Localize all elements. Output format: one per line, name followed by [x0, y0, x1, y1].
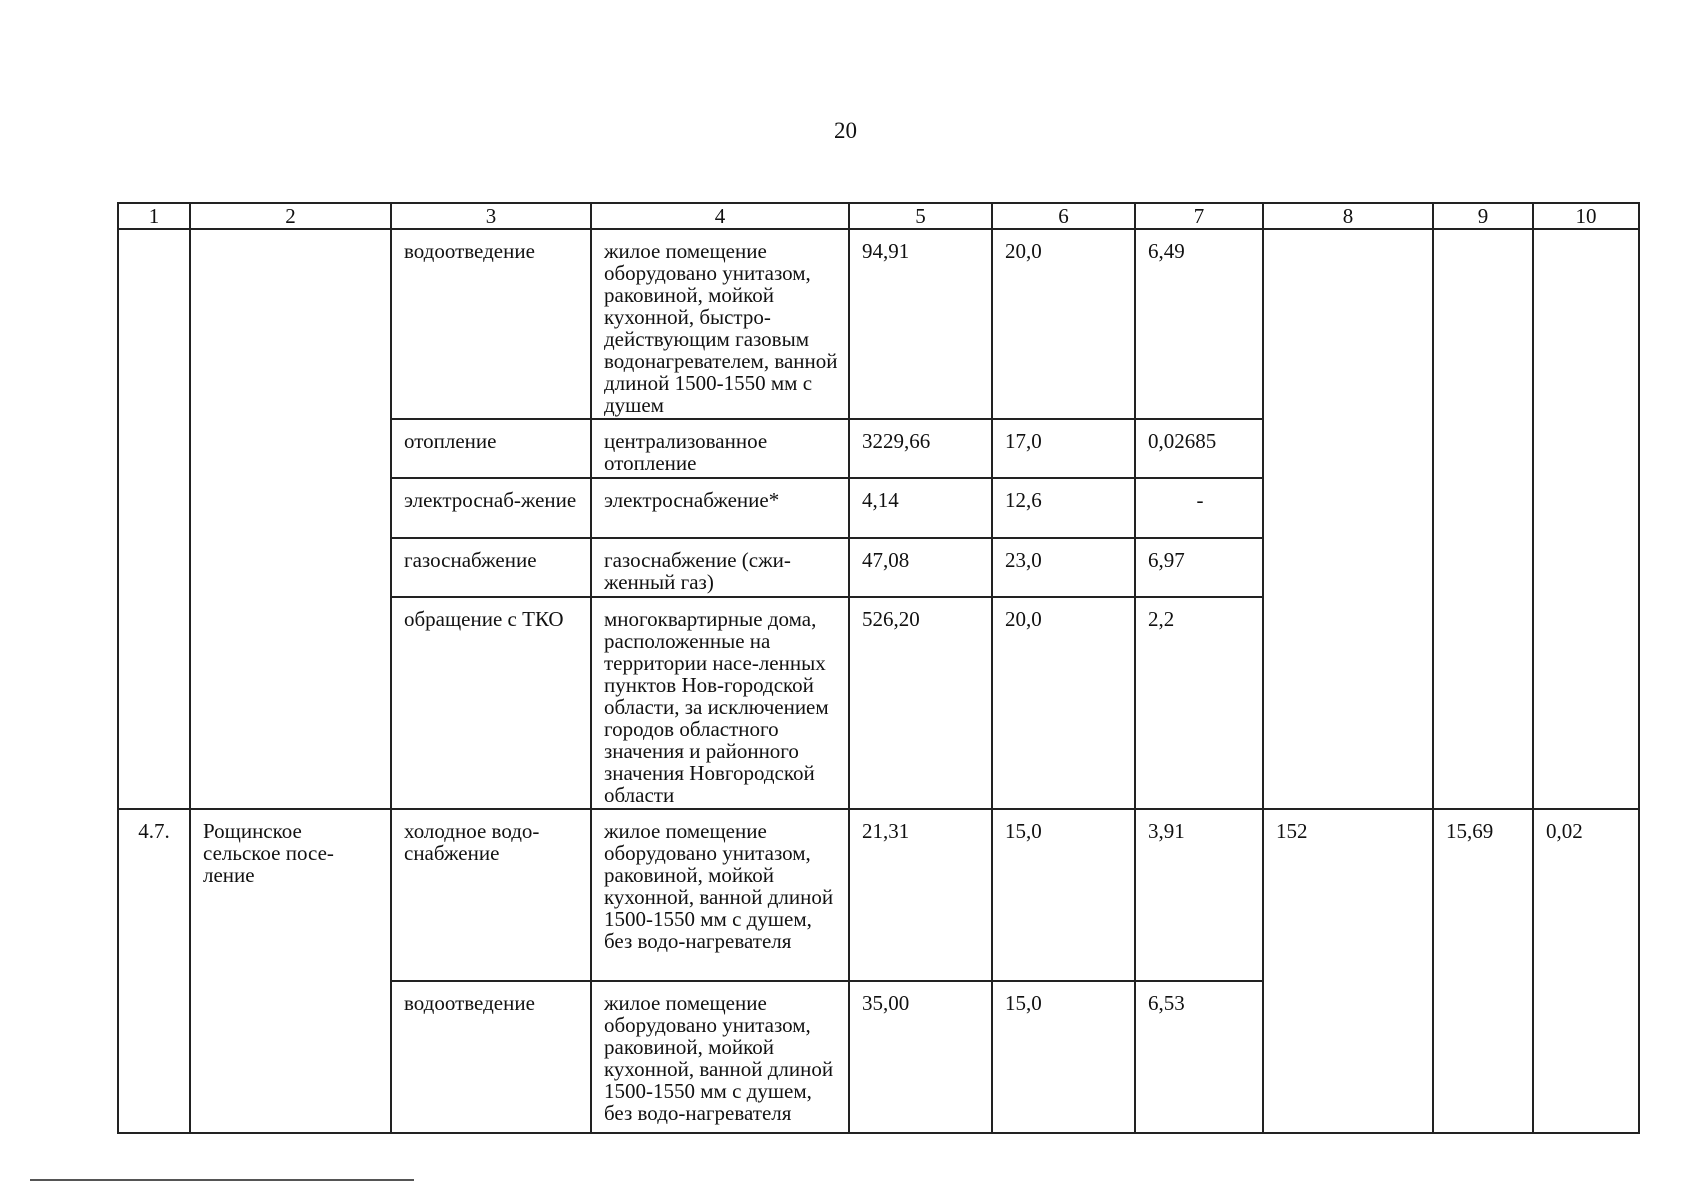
service-cell: газоснабжение — [391, 538, 591, 597]
value-cell: 3,91 — [1135, 809, 1263, 981]
value-cell: 4,14 — [849, 478, 992, 538]
description-cell: жилое помещение оборудовано унитазом, раковиной, мойкой кухонной, быстро-действующим газовым водонагревателем, ванной длиной 1500-1550 мм с душем — [591, 229, 849, 419]
value-cell: 21,31 — [849, 809, 992, 981]
column-header: 10 — [1533, 203, 1639, 229]
table-row — [118, 809, 1639, 981]
description-cell: жилое помещение оборудовано унитазом, раковиной, мойкой кухонной, ванной длиной 1500-1550 мм с душем, без водо-нагревателя — [591, 981, 849, 1133]
value-cell — [1263, 229, 1433, 809]
value-cell — [1433, 229, 1533, 809]
column-header: 7 — [1135, 203, 1263, 229]
service-cell: обращение с ТКО — [391, 597, 591, 809]
tariff-table — [117, 202, 1640, 1134]
value-cell: 6,49 — [1135, 229, 1263, 419]
column-header: 3 — [391, 203, 591, 229]
service-cell: электроснаб-жение — [391, 478, 591, 538]
column-header: 4 — [591, 203, 849, 229]
service-cell: отопление — [391, 419, 591, 478]
service-cell: холодное водо-снабжение — [391, 809, 591, 981]
column-header: 1 — [118, 203, 190, 229]
value-cell — [1533, 229, 1639, 809]
table-header-row — [118, 203, 1639, 229]
value-cell: 3229,66 — [849, 419, 992, 478]
service-cell: водоотведение — [391, 229, 591, 419]
value-cell: 152 — [1263, 809, 1433, 1133]
value-cell: 6,53 — [1135, 981, 1263, 1133]
value-cell: 15,69 — [1433, 809, 1533, 1133]
description-cell: централизованное отопление — [591, 419, 849, 478]
number-cell: 4.7. — [118, 809, 190, 1133]
value-cell: 15,0 — [992, 809, 1135, 981]
value-cell: 0,02685 — [1135, 419, 1263, 478]
column-header: 8 — [1263, 203, 1433, 229]
value-cell: 15,0 — [992, 981, 1135, 1133]
value-cell: 526,20 — [849, 597, 992, 809]
value-cell: 6,97 — [1135, 538, 1263, 597]
page-number: 20 — [834, 118, 857, 143]
footnote-separator — [30, 1179, 414, 1181]
column-header: 6 — [992, 203, 1135, 229]
value-cell: 94,91 — [849, 229, 992, 419]
column-header: 5 — [849, 203, 992, 229]
value-cell: 17,0 — [992, 419, 1135, 478]
settlement-cell — [190, 229, 391, 809]
description-cell: газоснабжение (сжи-женный газ) — [591, 538, 849, 597]
description-cell: многоквартирные дома, расположенные на территории насе-ленных пунктов Нов-городской области, за исключением городов областного значения и районного значения Новгородской области — [591, 597, 849, 809]
value-cell: 12,6 — [992, 478, 1135, 538]
settlement-cell: Рощинское сельское посе-ление — [190, 809, 391, 1133]
value-cell: 35,00 — [849, 981, 992, 1133]
value-cell: 47,08 — [849, 538, 992, 597]
number-cell — [118, 229, 190, 809]
value-cell: 20,0 — [992, 229, 1135, 419]
value-cell: 2,2 — [1135, 597, 1263, 809]
value-cell: - — [1135, 478, 1263, 538]
column-header: 9 — [1433, 203, 1533, 229]
description-cell: электроснабжение* — [591, 478, 849, 538]
description-cell: жилое помещение оборудовано унитазом, раковиной, мойкой кухонной, ванной длиной 1500-1550 мм с душем, без водо-нагревателя — [591, 809, 849, 981]
service-cell: водоотведение — [391, 981, 591, 1133]
value-cell: 0,02 — [1533, 809, 1639, 1133]
table-row — [118, 229, 1639, 419]
value-cell: 23,0 — [992, 538, 1135, 597]
column-header: 2 — [190, 203, 391, 229]
value-cell: 20,0 — [992, 597, 1135, 809]
